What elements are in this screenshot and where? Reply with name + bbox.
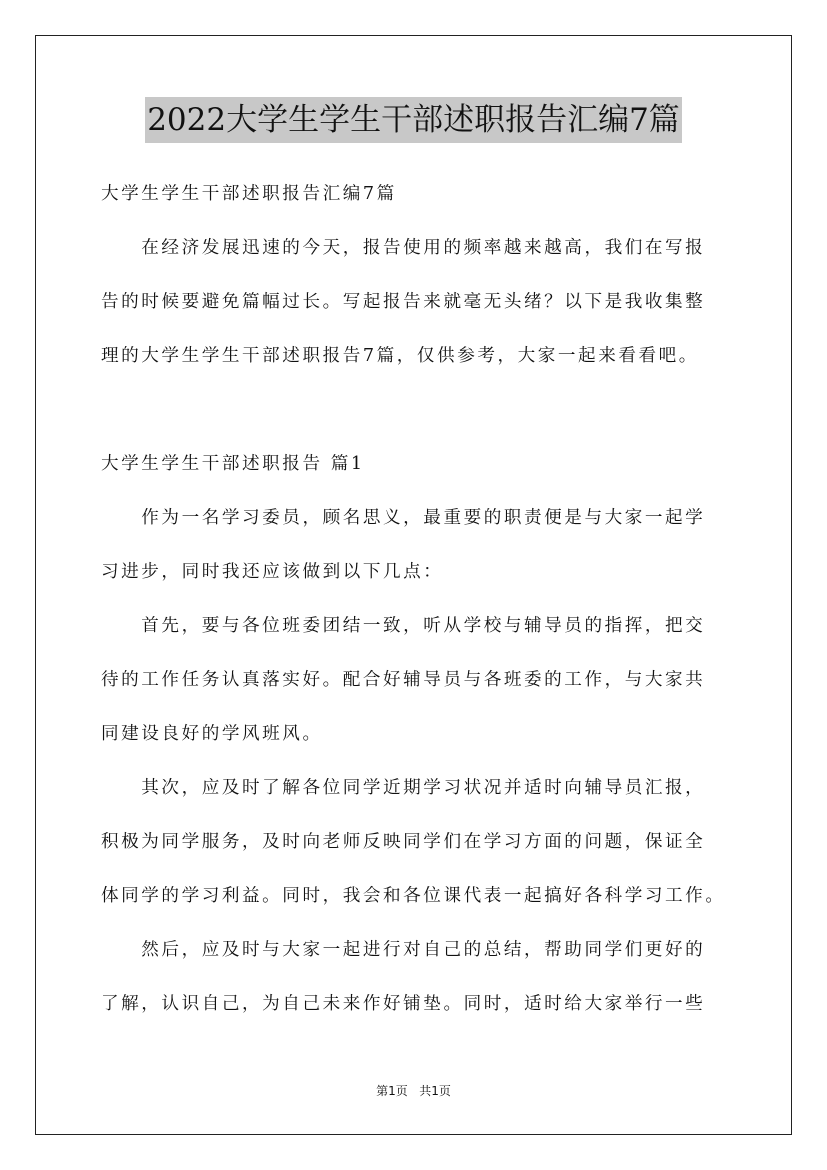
body-line: 然后，应及时与大家一起进行对自己的总结，帮助同学们更好的 — [101, 940, 706, 960]
body-line: 首先，要与各位班委团结一致，听从学校与辅导员的指挥，把交 — [101, 616, 706, 636]
page-total: 共1页 — [419, 1084, 451, 1098]
body-line: 了解，认识自己，为自己未来作好铺垫。同时，适时给大家举行一些 — [101, 994, 706, 1014]
body-line: 其次，应及时了解各位同学近期学习状况并适时向辅导员汇报， — [101, 778, 706, 798]
body-line: 习进步，同时我还应该做到以下几点： — [101, 562, 444, 582]
document-subtitle: 大学生学生干部述职报告汇编7篇 — [101, 184, 397, 204]
document-title: 2022大学生学生干部述职报告汇编7篇 — [145, 97, 682, 143]
title-container — [0, 97, 827, 143]
body-line: 待的工作任务认真落实好。配合好辅导员与各班委的工作，与大家共 — [101, 670, 706, 690]
page-number: 第1页 — [376, 1084, 408, 1098]
body-line: 同建设良好的学风班风。 — [101, 724, 323, 744]
intro-line: 在经济发展迅速的今天，报告使用的频率越来越高，我们在写报 — [101, 238, 706, 258]
page-footer — [0, 1083, 827, 1099]
intro-line: 理的大学生学生干部述职报告7篇，仅供参考，大家一起来看看吧。 — [101, 346, 699, 366]
body-line: 积极为同学服务，及时向老师反映同学们在学习方面的问题，保证全 — [101, 832, 706, 852]
section-heading: 大学生学生干部述职报告 篇1 — [101, 454, 365, 474]
intro-line: 告的时候要避免篇幅过长。写起报告来就毫无头绪？以下是我收集整 — [101, 292, 706, 312]
body-line: 体同学的学习利益。同时，我会和各位课代表一起搞好各科学习工作。 — [101, 886, 726, 906]
body-line: 作为一名学习委员，顾名思义，最重要的职责便是与大家一起学 — [101, 508, 706, 528]
